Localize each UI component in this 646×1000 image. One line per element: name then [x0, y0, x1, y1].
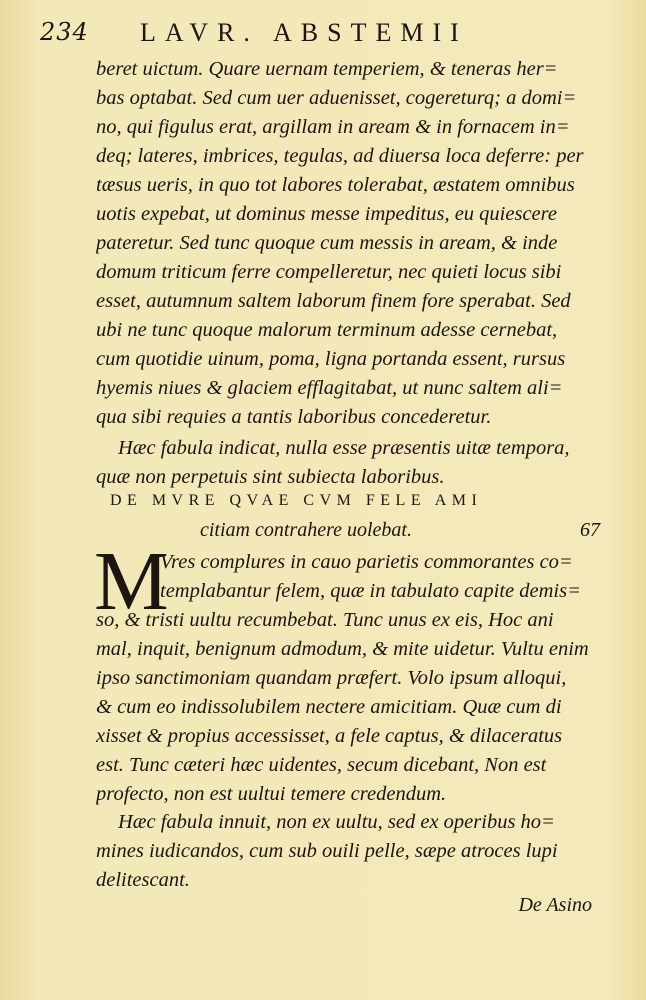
text-line: profecto, non est uultui temere credendum. — [96, 783, 447, 805]
text-line: no, qui figulus erat, argillam in aream & in fornacem in= — [96, 116, 570, 138]
running-head: LAVR. ABSTEMII — [140, 18, 468, 47]
text-line: ubi ne tunc quoque malorum terminum adesse cernebat, — [96, 319, 558, 341]
fable-66-text — [96, 55, 596, 432]
text-line: & cum eo indissolubilem nectere amicitiam. Quæ cum di — [96, 696, 562, 718]
text-line: xisset & propius accessisset, a fele captus, & dilaceratus — [96, 725, 563, 747]
fable-66-moral — [96, 434, 596, 492]
fable-67-opening — [160, 548, 600, 606]
fable-67-title: DE MVRE QVAE CVM FELE AMI — [110, 492, 483, 509]
text-line: cum quotidie uinum, poma, ligna portanda essent, rursus — [96, 348, 566, 370]
text-line: mal, inquit, benignum admodum, & mite uidetur. Vultu enim — [96, 638, 589, 660]
catchword: De Asino — [518, 894, 592, 916]
fable-67-moral — [96, 808, 596, 895]
moral-line: mines iudicandos, cum sub ouili pelle, sæpe atroces lupi — [96, 840, 558, 862]
fable-67-subtitle — [200, 519, 600, 548]
moral-line: Hæc fabula indicat, nulla esse præsentis uitæ tempora, — [118, 437, 570, 459]
text-line: qua sibi requies a tantis laboribus concederetur. — [96, 406, 492, 428]
text-line: Vres complures in cauo parietis commorantes co= — [160, 551, 573, 573]
fable-number: 67 — [580, 519, 600, 541]
text-line: uotis expebat, ut dominus messe impeditus, eu quiescere — [96, 203, 557, 225]
text-line: est. Tunc cæteri hæc uidentes, secum dicebant, Non est — [96, 754, 547, 776]
text-line: ipso sanctimoniam quandam præfert. Volo ipsum alloqui, — [96, 667, 567, 689]
text-line: hyemis niues & glaciem efflagitabat, ut nunc saltem ali= — [96, 377, 563, 399]
page-number: 234 — [40, 18, 89, 46]
moral-line: delitescant. — [96, 869, 190, 891]
text-line: esset, autumnum saltem laborum finem fore sperabat. Sed — [96, 290, 571, 312]
drop-cap: M — [94, 535, 169, 628]
text-line: beret uictum. Quare uernam temperiem, & teneras her= — [96, 58, 558, 80]
text-line: bas optabat. Sed cum uer aduenisset, cogereturq; a domi= — [96, 87, 577, 109]
text-line: so, & tristi uultu recumbebat. Tunc unus ex eis, Hoc ani — [96, 609, 554, 631]
moral-line: Hæc fabula innuit, non ex uultu, sed ex operibus ho= — [118, 811, 555, 833]
text-line: domum triticum ferre compelleretur, nec quieti locus sibi — [96, 261, 562, 283]
page-header — [40, 18, 600, 52]
text-line: pateretur. Sed tunc quoque cum messis in aream, & inde — [96, 232, 558, 254]
text-line: deq; lateres, imbrices, tegulas, ad diuersa loca deferre: per — [96, 145, 584, 167]
fable-67-text — [96, 606, 596, 809]
text-line: templabantur felem, quæ in tabulato capite demis= — [160, 580, 581, 602]
text-line: tæsus ueris, in quo tot labores tolerabat, æstatem omnibus — [96, 174, 575, 196]
moral-line: quæ non perpetuis sint subiecta laboribus. — [96, 466, 445, 488]
fable-67-title-cont: citiam contrahere uolebat. — [200, 519, 412, 541]
